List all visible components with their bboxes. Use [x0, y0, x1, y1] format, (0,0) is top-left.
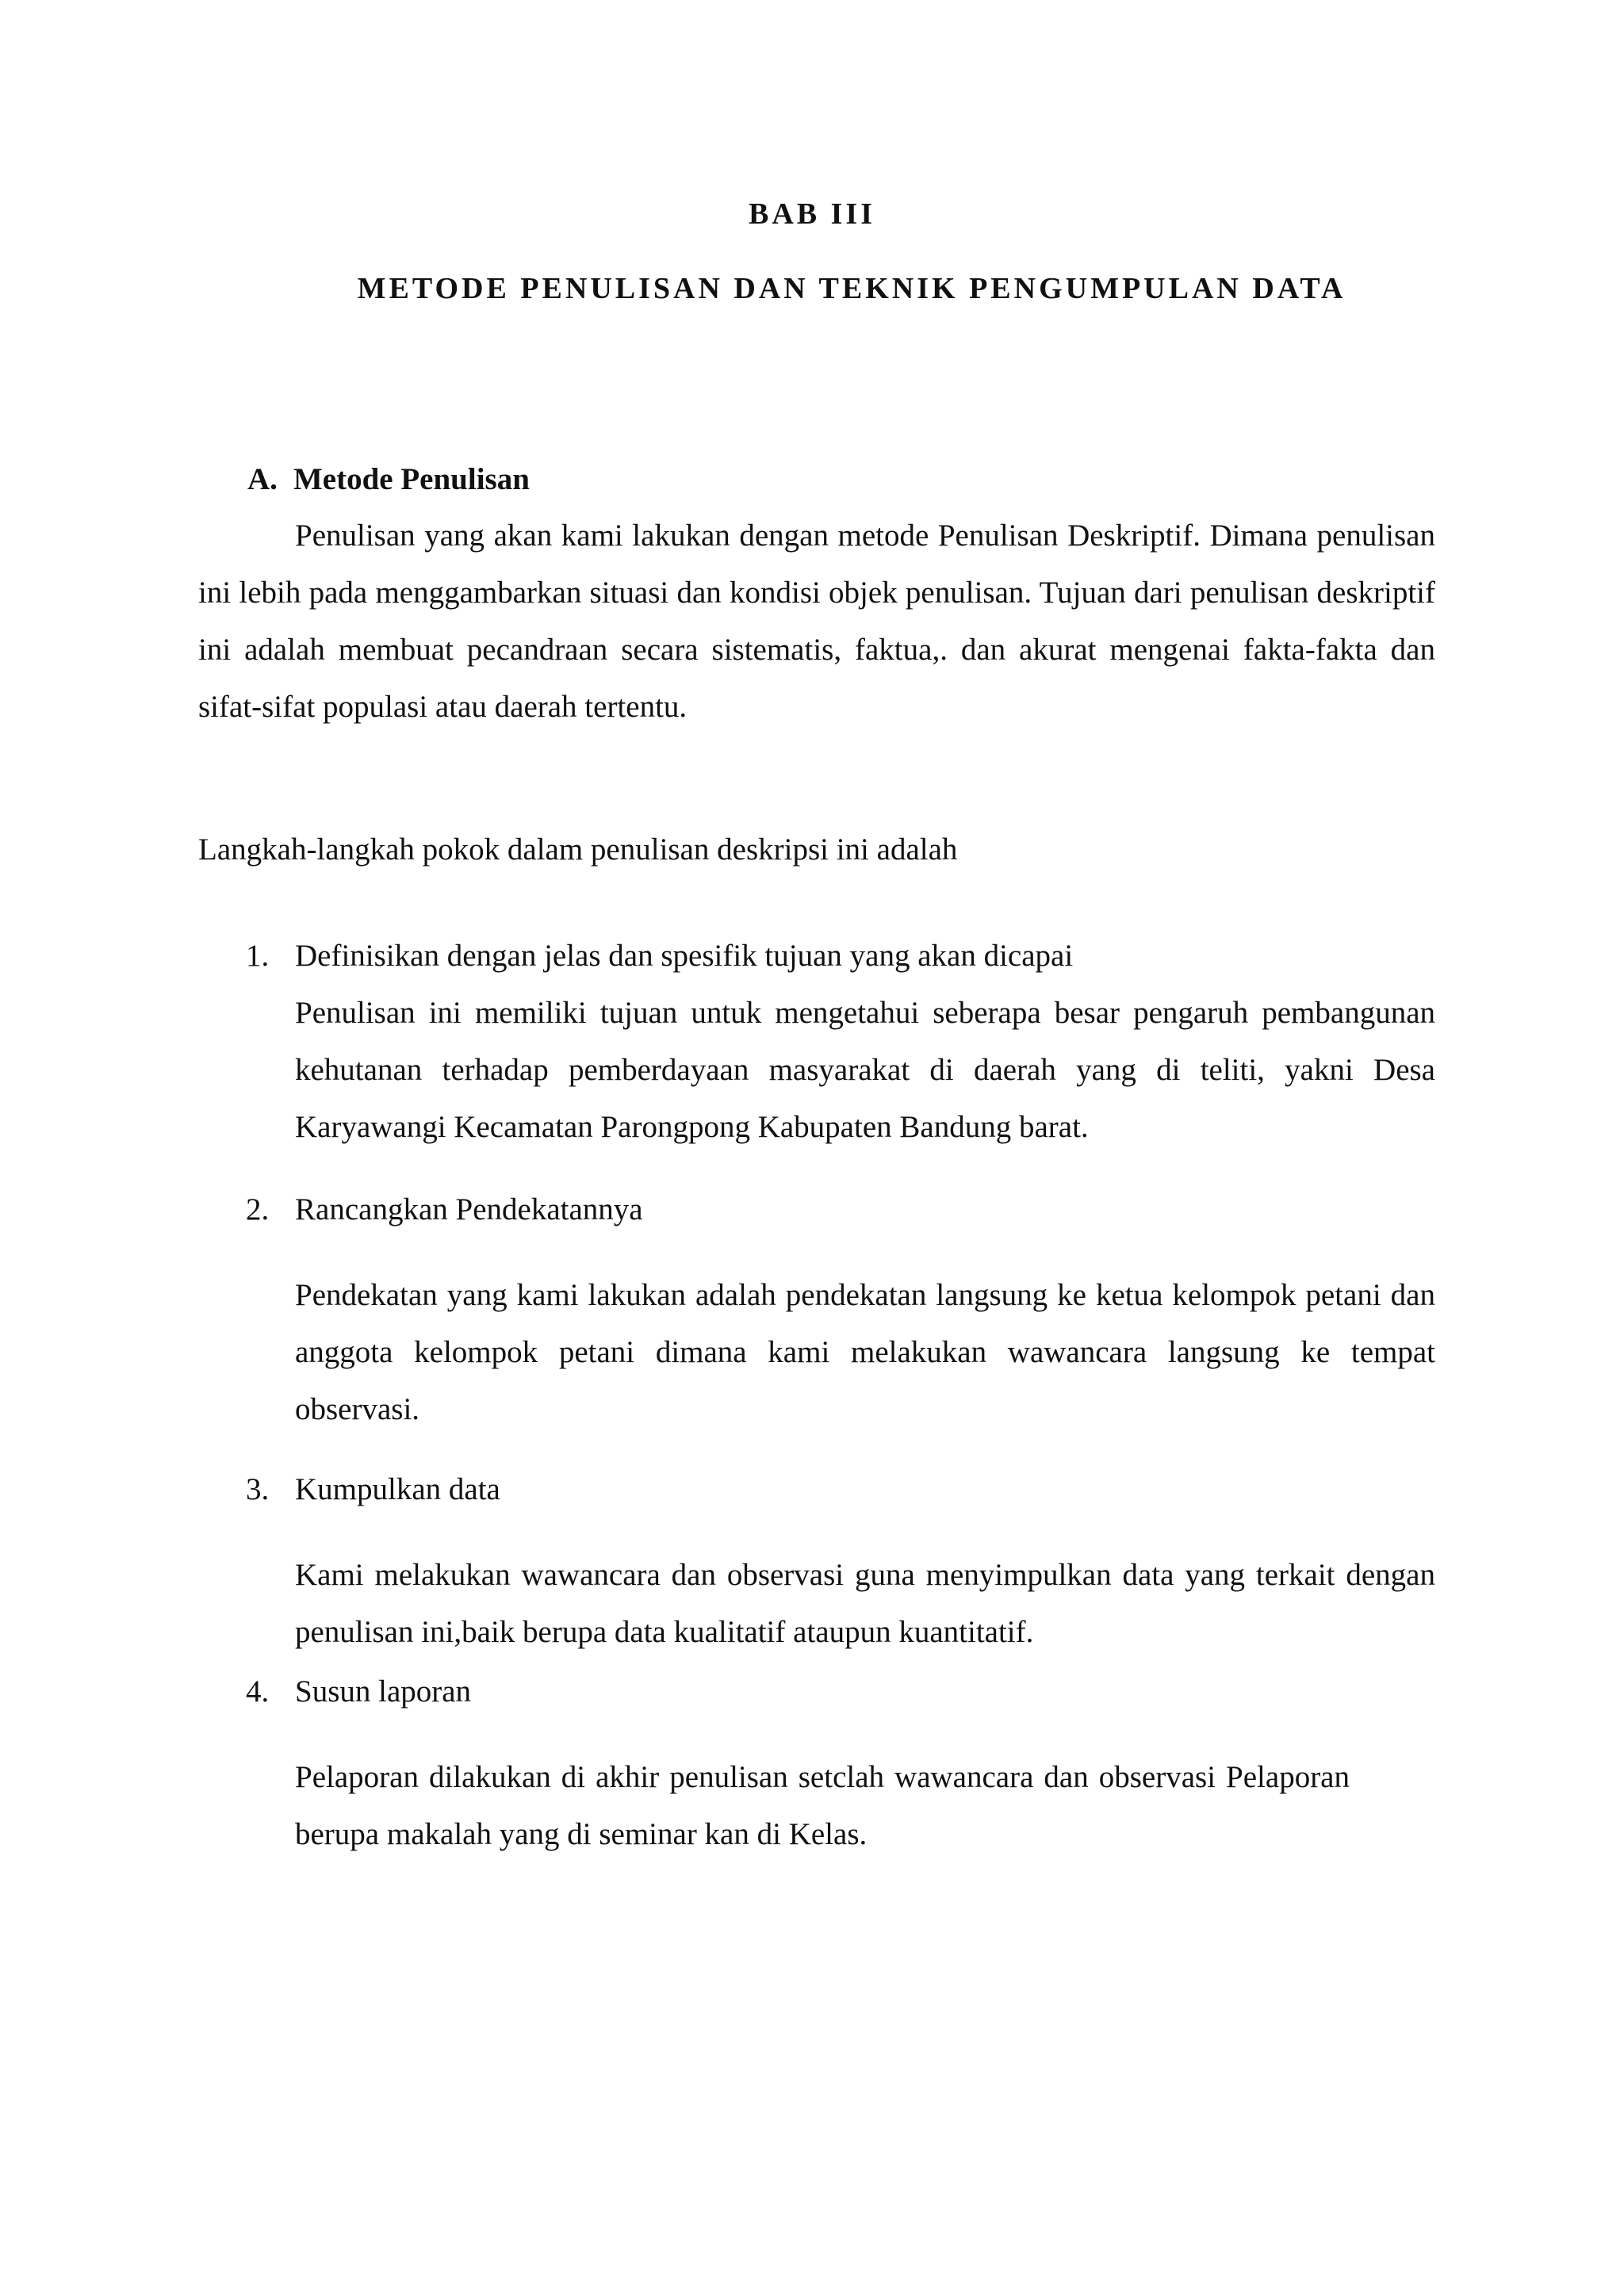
step-title	[246, 928, 1073, 985]
step-number: 4.	[246, 1674, 270, 1709]
method-paragraph: Penulisan yang akan kami lakukan dengan metode Penulisan Deskriptif. Dimana penulisan ini lebih pada menggambarkan situasi dan kondisi objek penulisan. Tujuan dari penulisan deskriptif ini adalah membuat pecandraan secara sistematis, faktua,. dan akurat mengenai fakta-fakta dan sifat-sifat populasi atau daerah tertentu.	[198, 519, 1435, 724]
section-title: Metode Penulisan	[293, 462, 530, 496]
step-title-text: Rancangkan Pendekatannya	[295, 1192, 643, 1226]
step-title-text: Definisikan dengan jelas dan spesifik tujuan yang akan dicapai	[295, 939, 1074, 973]
chapter-number: BAB III	[749, 197, 875, 231]
step-number: 1.	[246, 939, 270, 973]
step-title	[246, 1663, 471, 1720]
section-letter: A.	[247, 462, 278, 496]
steps-intro: Langkah-langkah pokok dalam penulisan deskripsi ini adalah	[198, 832, 958, 867]
step-body: Pendekatan yang kami lakukan adalah pendekatan langsung ke ketua kelompok petani dan anggota kelompok petani dimana kami melakukan wawancara langsung ke tempat observasi.	[295, 1278, 1435, 1426]
step-body: Pelaporan dilakukan di akhir penulisan setclah wawancara dan observasi Pelaporan berupa makalah yang di seminar kan di Kelas.	[295, 1760, 1350, 1851]
step-title	[246, 1181, 643, 1238]
section-heading	[247, 461, 530, 497]
step-title-text: Kumpulkan data	[295, 1472, 500, 1506]
step-number: 3.	[246, 1472, 270, 1506]
step-body: Penulisan ini memiliki tujuan untuk mengetahui seberapa besar pengaruh pembangunan kehutanan terhadap pemberdayaan masyarakat di daerah yang di teliti, yakni Desa Karyawangi Kecamatan Parongpong Kabupaten Bandung barat.	[295, 996, 1435, 1144]
chapter-title: METODE PENULISAN DAN TEKNIK PENGUMPULAN DATA	[357, 272, 1346, 305]
step-title-text: Susun laporan	[295, 1674, 472, 1709]
step-body: Kami melakukan wawancara dan observasi guna menyimpulkan data yang terkait dengan penulisan ini,baik berupa data kualitatif ataupun kuantitatif.	[295, 1558, 1435, 1649]
step-title	[246, 1461, 500, 1518]
step-number: 2.	[246, 1192, 270, 1226]
